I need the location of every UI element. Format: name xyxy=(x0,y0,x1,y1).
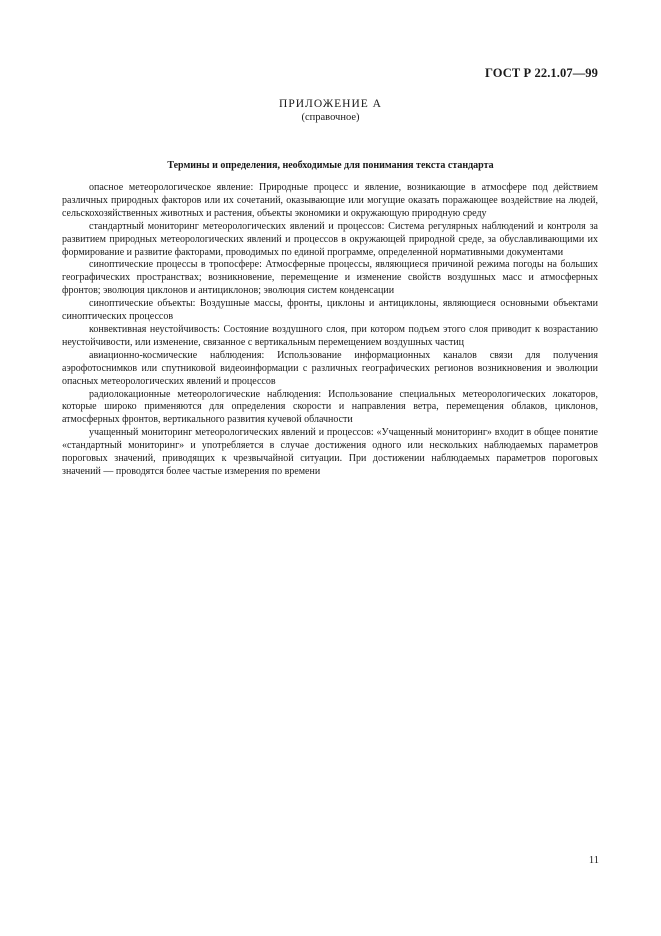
definition-paragraph: синоптические процессы в тропосфере: Атмосферные процессы, являющиеся причиной режима погоды на больших географических пространствах; возникновение, перемещение и изменение свойств воздушных масс и атмосферных фронтов; эволюция циклонов и антициклонов; эволюция систем конденсации xyxy=(62,259,598,297)
definition-paragraph: учащенный мониторинг метеорологических явлений и процессов: «Учащенный мониторинг» входит в общее понятие «стандартный мониторинг» и употребляется в случае достижения одного или нескольких наблюдаемых параметров пороговых значений, приводящих к чрезвычайной ситуации. При достижении наблюдаемых параметров пороговых значений — проводятся более частые измерения по времени xyxy=(62,427,598,477)
appendix-note: (справочное) xyxy=(301,112,360,123)
definition-paragraph: радиолокационные метеорологические наблюдения: Использование специальных метеорологических локаторов, которые широко применяются для определения скорости и направления ветра, перемещения облаков, циклонов, атмосферных фронтов, вертикального развития кучевой облачности xyxy=(62,388,598,426)
definition-paragraph: стандартный мониторинг метеорологических явлений и процессов: Система регулярных наблюдений и контроля за развитием природных метеорологических явлений и процессов в окружающей природной среде, за обуславливающими их формирование и развитие факторами, проводимых по единой программе, определенной нормативными документами xyxy=(62,220,598,258)
definition-paragraph: авиационно-космические наблюдения: Использование информационных каналов связи для получения аэрофотоснимков или спутниковой видеоинформации с различных географических регионов возникновения и эволюции опасных метеорологических явлений и процессов xyxy=(62,349,598,387)
page-number: 11 xyxy=(588,855,599,866)
standard-code: ГОСТ Р 22.1.07—99 xyxy=(485,66,598,80)
definitions-body xyxy=(62,182,598,479)
definition-paragraph: синоптические объекты: Воздушные массы, фронты, циклоны и антициклоны, являющиеся основными объектами синоптических процессов xyxy=(62,298,598,323)
definition-paragraph: опасное метеорологическое явление: Природные процесс и явление, возникающие в атмосфере под действием различных природных факторов или их сочетаний, оказывающие или могущие оказать поражающее воздействие на людей, сельскохозяйственных животных и растения, объекты экономики и окружающую природную среду xyxy=(62,182,598,219)
section-heading: Термины и определения, необходимые для понимания текста стандарта xyxy=(167,160,494,171)
appendix-title: ПРИЛОЖЕНИЕ А xyxy=(279,98,382,110)
definition-paragraph: конвективная неустойчивость: Состояние воздушного слоя, при котором подъем этого слоя приводит к возрастанию неустойчивости, или изменение, связанное с вертикальным перемещением воздушных частиц xyxy=(62,323,598,348)
